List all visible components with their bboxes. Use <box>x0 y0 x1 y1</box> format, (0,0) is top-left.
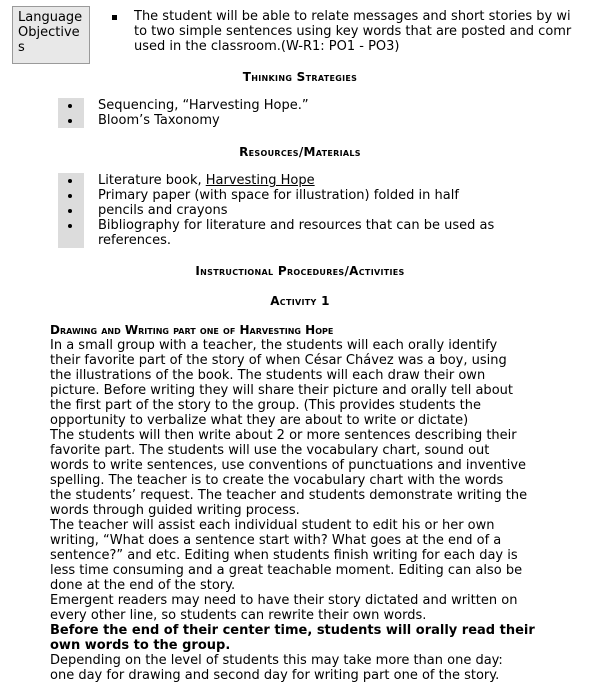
list-item-text: references. <box>98 233 171 248</box>
body-line: writing, “What does a sentence start with? What goes at the end of a <box>50 533 502 548</box>
list-item-text: Bibliography for literature and resources that can be used as <box>98 218 495 233</box>
body-line: the illustrations of the book. The students will each draw their own <box>50 368 486 383</box>
body-line: In a small group with a teacher, the students will each orally identify <box>50 338 498 353</box>
body-line: one day for drawing and second day for writing part one of the story. <box>50 668 500 683</box>
body-line: favorite part. The students will use the vocabulary chart, sound out <box>50 443 490 458</box>
bullet-icon <box>68 224 72 228</box>
body-line: The teacher will assist each individual student to edit his or her own <box>50 518 495 533</box>
body-line: opportunity to verbalize what they are about to write or dictate) <box>50 413 469 428</box>
book-title: Harvesting Hope <box>205 173 315 188</box>
thinking-strategies-list <box>58 98 558 128</box>
list-item <box>58 203 558 218</box>
objective-label-line: s <box>18 40 25 55</box>
list-item <box>58 218 558 233</box>
bullet-icon <box>68 194 72 198</box>
list-item <box>58 173 558 188</box>
list-item-text: Literature book, <box>98 173 206 188</box>
bold-body-line: Before the end of their center time, students will orally read their <box>50 623 535 638</box>
objective-label-cell <box>12 6 90 64</box>
body-line: the first part of the story to the group. (This provides students the <box>50 398 482 413</box>
bullet-icon <box>68 209 72 213</box>
body-line: Emergent readers may need to have their story dictated and written on <box>50 593 518 608</box>
body-line: done at the end of the story. <box>50 578 236 593</box>
resources-heading: Resources/Materials <box>239 145 361 159</box>
objective-line: used in the classroom.(W-R1: PO1 - PO3) <box>134 39 400 54</box>
activity-heading: Activity 1 <box>270 294 330 308</box>
body-line: words through guided writing process. <box>50 503 300 518</box>
body-line: spelling. The teacher is to create the vocabulary chart with the words <box>50 473 504 488</box>
thinking-strategies-heading: Thinking Strategies <box>242 70 358 84</box>
bold-body-line: own words to the group. <box>50 638 231 653</box>
bullet-icon <box>68 104 72 108</box>
resources-list <box>58 173 558 248</box>
objective-line: The student will be able to relate messages and short stories by wi <box>134 9 571 24</box>
procedures-heading: Instructional Procedures/Activities <box>195 264 405 278</box>
list-item-text: Bloom’s Taxonomy <box>98 113 220 128</box>
list-item-text: Sequencing, “Harvesting Hope.” <box>98 98 309 113</box>
body-line: Depending on the level of students this may take more than one day: <box>50 653 503 668</box>
body-line: less time consuming and a great teachable moment. Editing can also be <box>50 563 523 578</box>
square-bullet-icon <box>112 15 117 20</box>
objective-row <box>12 6 600 66</box>
list-item <box>58 113 558 128</box>
body-line: words to write sentences, use conventions of punctuations and inventive <box>50 458 527 473</box>
body-line: sentence?” and etc. Editing when students finish writing for each day is <box>50 548 518 563</box>
body-line: every other line, so students can rewrite their own words. <box>50 608 427 623</box>
list-item-text: pencils and crayons <box>98 203 228 218</box>
objective-line: to two simple sentences using key words that are posted and comr <box>134 24 572 39</box>
bullet-icon <box>68 179 72 183</box>
body-line: picture. Before writing they will share their picture and orally tell about <box>50 383 513 398</box>
list-item <box>58 188 558 203</box>
body-line: the students’ request. The teacher and students demonstrate writing the <box>50 488 528 503</box>
activity-body <box>50 323 550 683</box>
list-item-text: Primary paper (with space for illustration) folded in half <box>98 188 459 203</box>
list-item <box>58 98 558 113</box>
objective-label-line: Objective <box>18 25 80 40</box>
body-line: The students will then write about 2 or more sentences describing their <box>50 428 517 443</box>
objective-label-line: Language <box>18 10 83 25</box>
objective-content <box>112 9 600 57</box>
objective-text <box>134 9 571 54</box>
body-line: their favorite part of the story of when César Chávez was a boy, using <box>50 353 507 368</box>
section-title: Drawing and Writing part one of Harvesting Hope <box>50 323 334 337</box>
bullet-icon <box>68 119 72 123</box>
list-item-continuation <box>58 233 558 248</box>
